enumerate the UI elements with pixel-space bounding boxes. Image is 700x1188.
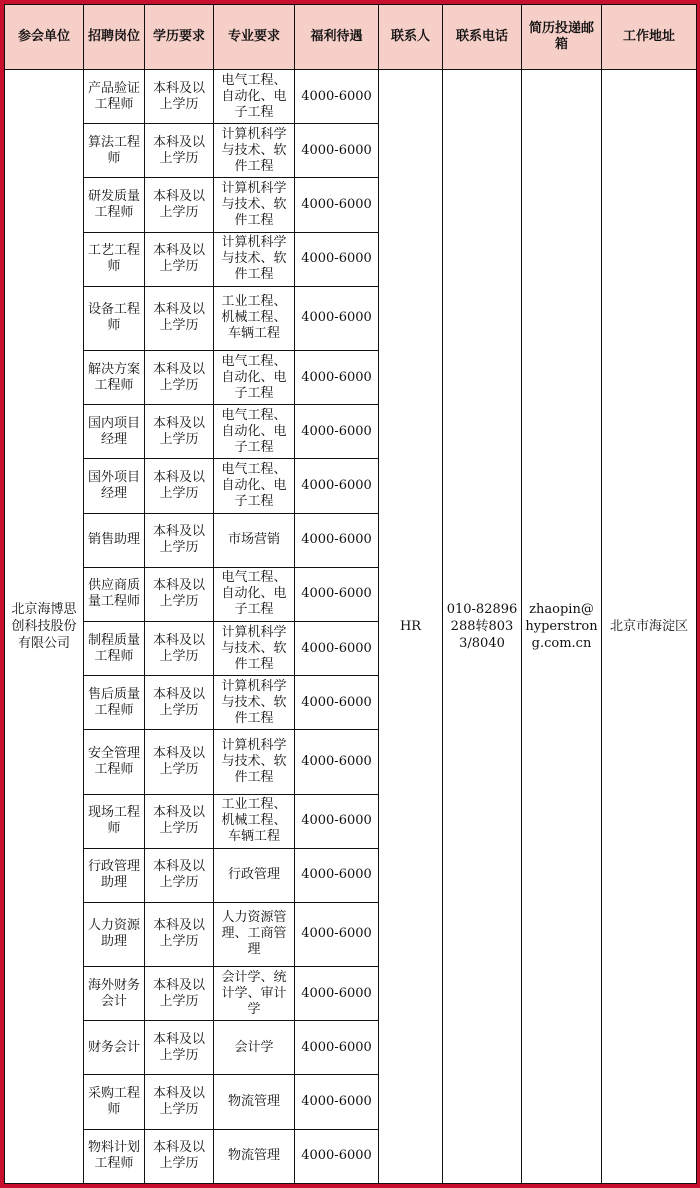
recruitment-table [4,4,697,1184]
salary-cell: 4000-6000 [295,730,379,794]
major-cell: 计算机科学与技术、软件工程 [214,178,295,232]
education-cell: 本科及以上学历 [145,350,214,404]
major-cell: 计算机科学与技术、软件工程 [214,676,295,730]
table-row [5,70,697,124]
education-cell: 本科及以上学历 [145,567,214,621]
education-cell: 本科及以上学历 [145,459,214,513]
major-cell: 工业工程、机械工程、车辆工程 [214,794,295,848]
company-name-cell: 北京海博思创科技股份有限公司 [5,70,84,1184]
header-position: 招聘岗位 [84,5,145,70]
salary-cell: 4000-6000 [295,1075,379,1129]
major-cell: 电气工程、自动化、电子工程 [214,405,295,459]
education-cell: 本科及以上学历 [145,621,214,675]
major-cell: 物流管理 [214,1129,295,1183]
email-cell: zhaopin@hyperstrong.com.cn [522,70,602,1184]
education-cell: 本科及以上学历 [145,232,214,286]
major-cell: 电气工程、自动化、电子工程 [214,70,295,124]
salary-cell: 4000-6000 [295,1021,379,1075]
header-education: 学历要求 [145,5,214,70]
salary-cell: 4000-6000 [295,513,379,567]
major-cell: 计算机科学与技术、软件工程 [214,232,295,286]
major-cell: 会计学 [214,1021,295,1075]
education-cell: 本科及以上学历 [145,730,214,794]
position-cell: 安全管理工程师 [84,730,145,794]
position-cell: 工艺工程师 [84,232,145,286]
education-cell: 本科及以上学历 [145,178,214,232]
position-cell: 采购工程师 [84,1075,145,1129]
position-cell: 行政管理助理 [84,848,145,902]
salary-cell: 4000-6000 [295,794,379,848]
major-cell: 工业工程、机械工程、车辆工程 [214,286,295,350]
phone-cell: 010-82896288转8033/8040 [443,70,522,1184]
position-cell: 售后质量工程师 [84,676,145,730]
salary-cell: 4000-6000 [295,405,379,459]
position-cell: 国外项目经理 [84,459,145,513]
education-cell: 本科及以上学历 [145,124,214,178]
major-cell: 市场营销 [214,513,295,567]
salary-cell: 4000-6000 [295,567,379,621]
salary-cell: 4000-6000 [295,70,379,124]
position-cell: 人力资源助理 [84,902,145,966]
salary-cell: 4000-6000 [295,286,379,350]
header-company: 参会单位 [5,5,84,70]
salary-cell: 4000-6000 [295,459,379,513]
major-cell: 计算机科学与技术、软件工程 [214,124,295,178]
position-cell: 解决方案工程师 [84,350,145,404]
position-cell: 销售助理 [84,513,145,567]
position-cell: 制程质量工程师 [84,621,145,675]
header-salary: 福利待遇 [295,5,379,70]
position-cell: 国内项目经理 [84,405,145,459]
header-major: 专业要求 [214,5,295,70]
salary-cell: 4000-6000 [295,621,379,675]
header-email: 简历投递邮箱 [522,5,602,70]
header-phone: 联系电话 [443,5,522,70]
position-cell: 研发质量工程师 [84,178,145,232]
salary-cell: 4000-6000 [295,178,379,232]
education-cell: 本科及以上学历 [145,405,214,459]
position-cell: 物料计划工程师 [84,1129,145,1183]
salary-cell: 4000-6000 [295,1129,379,1183]
education-cell: 本科及以上学历 [145,967,214,1021]
address-cell: 北京市海淀区 [602,70,697,1184]
table-body [5,70,697,1184]
major-cell: 计算机科学与技术、软件工程 [214,621,295,675]
contact-cell: HR [379,70,443,1184]
major-cell: 行政管理 [214,848,295,902]
header-row [5,5,697,70]
education-cell: 本科及以上学历 [145,513,214,567]
education-cell: 本科及以上学历 [145,794,214,848]
major-cell: 计算机科学与技术、软件工程 [214,730,295,794]
major-cell: 会计学、统计学、审计学 [214,967,295,1021]
salary-cell: 4000-6000 [295,232,379,286]
position-cell: 海外财务会计 [84,967,145,1021]
position-cell: 现场工程师 [84,794,145,848]
education-cell: 本科及以上学历 [145,676,214,730]
education-cell: 本科及以上学历 [145,902,214,966]
education-cell: 本科及以上学历 [145,1075,214,1129]
major-cell: 人力资源管理、工商管理 [214,902,295,966]
salary-cell: 4000-6000 [295,124,379,178]
header-contact: 联系人 [379,5,443,70]
salary-cell: 4000-6000 [295,902,379,966]
position-cell: 供应商质量工程师 [84,567,145,621]
header-address: 工作地址 [602,5,697,70]
position-cell: 财务会计 [84,1021,145,1075]
education-cell: 本科及以上学历 [145,848,214,902]
salary-cell: 4000-6000 [295,967,379,1021]
education-cell: 本科及以上学历 [145,286,214,350]
position-cell: 算法工程师 [84,124,145,178]
major-cell: 电气工程、自动化、电子工程 [214,459,295,513]
salary-cell: 4000-6000 [295,848,379,902]
education-cell: 本科及以上学历 [145,1129,214,1183]
page-frame [4,4,696,1184]
position-cell: 设备工程师 [84,286,145,350]
major-cell: 电气工程、自动化、电子工程 [214,350,295,404]
position-cell: 产品验证工程师 [84,70,145,124]
salary-cell: 4000-6000 [295,676,379,730]
major-cell: 物流管理 [214,1075,295,1129]
education-cell: 本科及以上学历 [145,70,214,124]
major-cell: 电气工程、自动化、电子工程 [214,567,295,621]
education-cell: 本科及以上学历 [145,1021,214,1075]
salary-cell: 4000-6000 [295,350,379,404]
